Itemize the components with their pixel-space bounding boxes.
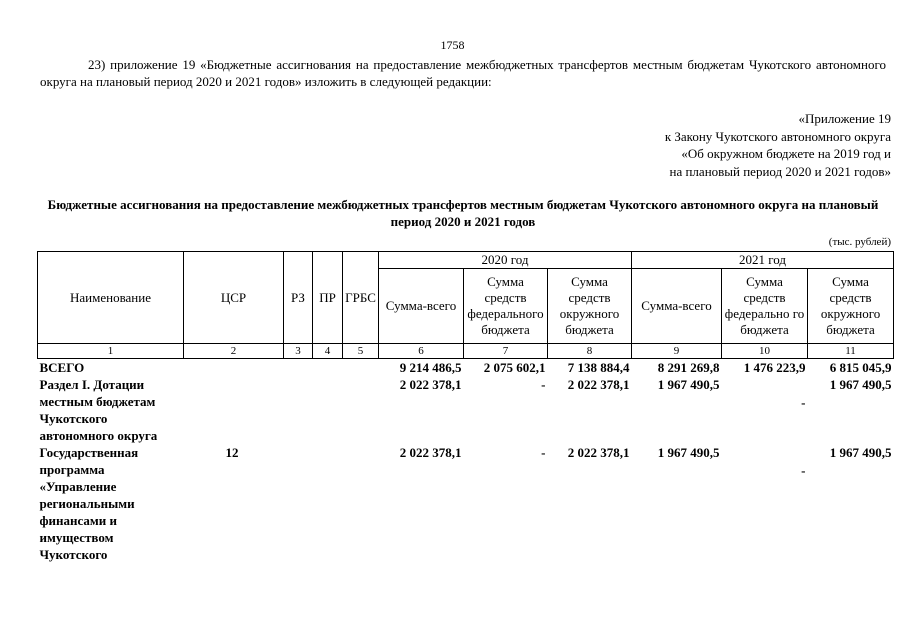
header-2021-district: Сумма средств окружного бюджета xyxy=(808,269,894,344)
header-rz: РЗ xyxy=(284,252,313,344)
row-pr xyxy=(313,359,343,377)
row-2021-total: 1 967 490,5 xyxy=(657,377,720,392)
header-row-column-numbers xyxy=(38,344,894,359)
appendix-header xyxy=(665,110,891,180)
column-number: 6 xyxy=(379,344,464,359)
row-name: Государственная программа «Управление региональными финансами и имуществом Чукотского xyxy=(39,445,139,562)
row-2021-federal: 1 476 223,9 xyxy=(743,360,806,375)
intro-paragraph: 23) приложение 19 «Бюджетные ассигнования на предоставление межбюджетных трансфертов местным бюджетам Чукотского автономного округа на плановый период 2020 и 2021 годов» изложить в следующей редакции: xyxy=(40,57,886,89)
appendix-line: к Закону Чукотского автономного округа xyxy=(664,128,891,144)
row-2021-district: 1 967 490,5 xyxy=(829,445,892,460)
row-2020-total: 2 022 378,1 xyxy=(399,377,462,392)
header-name: Наименование xyxy=(38,252,184,344)
row-2021-total: 1 967 490,5 xyxy=(657,445,720,460)
units-label: (тыс. рублей) xyxy=(828,236,891,248)
header-year-2020: 2020 год xyxy=(379,252,632,269)
row-csr: 12 xyxy=(225,445,239,460)
row-2020-district: 2 022 378,1 xyxy=(567,377,630,392)
row-grbs xyxy=(343,359,379,377)
column-number: 7 xyxy=(464,344,548,359)
table-row-section-1 xyxy=(38,376,894,444)
appendix-line: «Об окружном бюджете на 2019 год и xyxy=(681,146,891,161)
row-2020-district: 2 022 378,1 xyxy=(567,445,630,460)
row-2020-total: 9 214 486,5 xyxy=(399,360,462,375)
row-csr xyxy=(184,359,284,377)
header-2021-total: Сумма-всего xyxy=(632,269,722,344)
column-number: 8 xyxy=(548,344,632,359)
header-row-years xyxy=(38,252,894,269)
page-number: 1758 xyxy=(440,38,465,52)
header-2021-federal: Сумма средств федерально го бюджета xyxy=(722,269,808,344)
row-2021-district: 1 967 490,5 xyxy=(829,377,892,392)
column-number: 1 xyxy=(38,344,184,359)
header-csr: ЦСР xyxy=(184,252,284,344)
column-number: 9 xyxy=(632,344,722,359)
table-row-total xyxy=(38,359,894,377)
row-name: Раздел I. Дотации местным бюджетам Чукотского автономного округа xyxy=(39,377,158,443)
table-row-program-12 xyxy=(38,444,894,563)
row-name: ВСЕГО xyxy=(39,360,85,375)
column-number: 11 xyxy=(808,344,894,359)
row-csr xyxy=(184,376,284,444)
row-2020-federal: 2 075 602,1 xyxy=(483,360,546,375)
column-number: 3 xyxy=(284,344,313,359)
row-2020-federal: - xyxy=(541,377,546,392)
row-2020-federal: - xyxy=(541,445,546,460)
row-2020-total: 2 022 378,1 xyxy=(399,445,462,460)
row-rz xyxy=(284,376,313,444)
row-2021-federal-cell xyxy=(722,444,808,563)
column-number: 5 xyxy=(343,344,379,359)
row-grbs xyxy=(343,376,379,444)
row-pr xyxy=(313,376,343,444)
row-2021-total: 8 291 269,8 xyxy=(657,360,720,375)
document-title: Бюджетные ассигнования на предоставление межбюджетных трансфертов местным бюджетам Чукотского автономного округа на плановый период 2020 и 2021 годов xyxy=(47,197,879,229)
column-number: 2 xyxy=(184,344,284,359)
row-2021-federal: - xyxy=(801,463,806,478)
appendix-line: на плановый период 2020 и 2021 годов» xyxy=(669,163,891,179)
header-2020-total: Сумма-всего xyxy=(379,269,464,344)
header-2020-federal: Сумма средств федерального бюджета xyxy=(464,269,548,344)
row-pr xyxy=(313,444,343,563)
row-2021-federal-cell xyxy=(722,376,808,444)
row-rz xyxy=(284,359,313,377)
column-number: 10 xyxy=(722,344,808,359)
budget-table xyxy=(37,251,894,563)
row-2021-district: 6 815 045,9 xyxy=(829,360,892,375)
appendix-line: «Приложение 19 xyxy=(798,111,891,126)
header-year-2021: 2021 год xyxy=(632,252,894,269)
row-grbs xyxy=(343,444,379,563)
row-rz xyxy=(284,444,313,563)
row-2021-federal: - xyxy=(801,395,806,410)
header-2020-district: Сумма средств окружного бюджета xyxy=(548,269,632,344)
header-grbs: ГРБС xyxy=(343,252,379,344)
header-pr: ПР xyxy=(313,252,343,344)
column-number: 4 xyxy=(313,344,343,359)
row-2020-district: 7 138 884,4 xyxy=(567,360,630,375)
